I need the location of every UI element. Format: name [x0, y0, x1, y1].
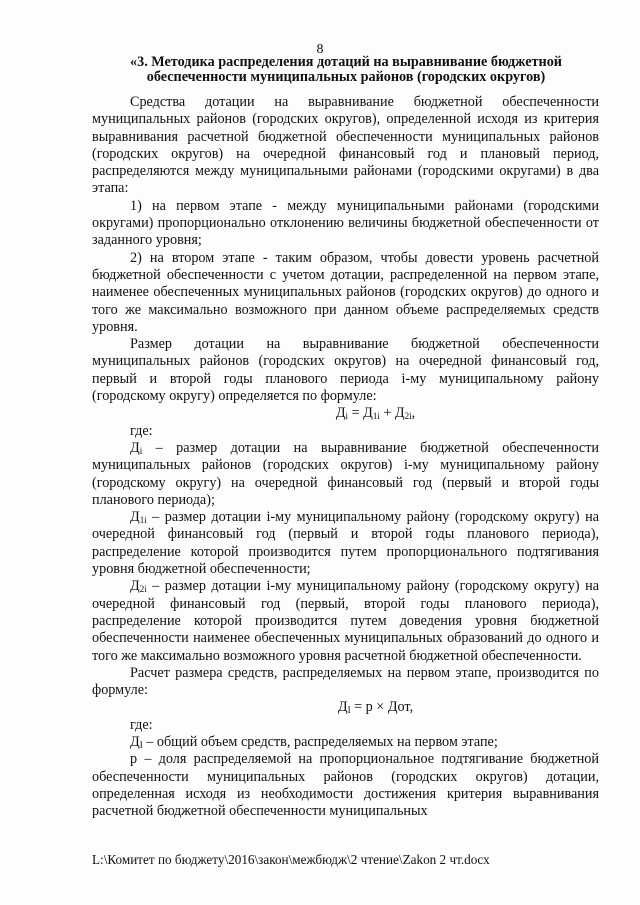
definition-di: $Д_i$ – размер дотации на выравнивание бюджетной обеспеченности муниципальных районов (городских округов) i-му муниципальному району (городскому округу) на очередной финансовый год (первый и второй годы планового периода); — [92, 439, 599, 508]
where-label: где: — [130, 422, 153, 439]
paragraph-stage-1: 1) на первом этапе - между муниципальными районами (городскими округами) пропорционально отклонению величины бюджетной обеспеченности от заданного уровня; — [92, 197, 599, 249]
section-title: «3. Методика распределения дотаций на выравнивание бюджетной обеспеченности муниципальных районов (городских округов) — [130, 54, 562, 85]
footer-file-path: L:\Комитет по бюджету\2016\закон\межбюдж\2 чтение\Zakon 2 чт.docx — [92, 852, 490, 867]
document-body — [92, 94, 599, 820]
definition-p: р – доля распределяемой на пропорциональное подтягивание бюджетной обеспеченности муниципальных районов (городских округов) дотации, определенная исходя из необходимости достижения критерия выравнивания расчетной бюджетной обеспеченности муниципальных — [92, 751, 599, 820]
definition-d2i: $Д_{2i}$ – размер дотации i-му муниципальному району (городскому округу) на очередной финансовый год (первый, второй годы планового периода), распределение которой производится путем доведения уровня бюджетной обеспеченности наименее обеспеченных муниципальных образований до одного и того же максимально возможного уровня расчетной бюджетной обеспеченности. — [92, 578, 599, 664]
definition-d1i: $Д_{1i}$ – размер дотации i-му муниципальному району (городскому округу) на очередной финансовый год (первый и второй годы планового периода), распределение которой производится путем пропорционального подтягивания уровня бюджетной обеспеченности; — [92, 509, 599, 578]
formula-total-subsidy: $Д_i = Д_{1i} + Д_{2i}$, — [335, 405, 416, 422]
paragraph: Средства дотации на выравнивание бюджетной обеспеченности муниципальных районов (городских округов), определенной исходя из критерия выравнивания расчетной бюджетной обеспеченности муниципальных районов (городских округов) на очередной финансовый год и плановый период, распределяются между муниципальными районами (городскими округами) в два этапа: — [92, 94, 599, 197]
where-label: где: — [130, 716, 153, 733]
page-number: 8 — [316, 42, 324, 57]
paragraph: Размер дотации на выравнивание бюджетной обеспеченности муниципальных районов (городских округов) на очередной финансовый год, первый и второй годы планового периода i-му муниципальному району (городскому округу) определяется по формуле: — [92, 336, 599, 405]
formula-first-stage: $Д_I = р$ × Дот, — [337, 699, 414, 716]
paragraph: Расчет размера средств, распределяемых на первом этапе, производится по формуле: — [92, 664, 599, 699]
paragraph-stage-2: 2) на втором этапе - таким образом, чтобы довести уровень расчетной бюджетной обеспеченности с учетом дотации, распределенной на первом этапе, наименее обеспеченных муниципальных районов (городских округов) до одного и того же максимально возможного при данном объеме распределяемых средств уровня. — [92, 249, 599, 335]
definition-dI: $Д_I$ – общий объем средств, распределяемых на первом этапе; — [130, 733, 498, 750]
